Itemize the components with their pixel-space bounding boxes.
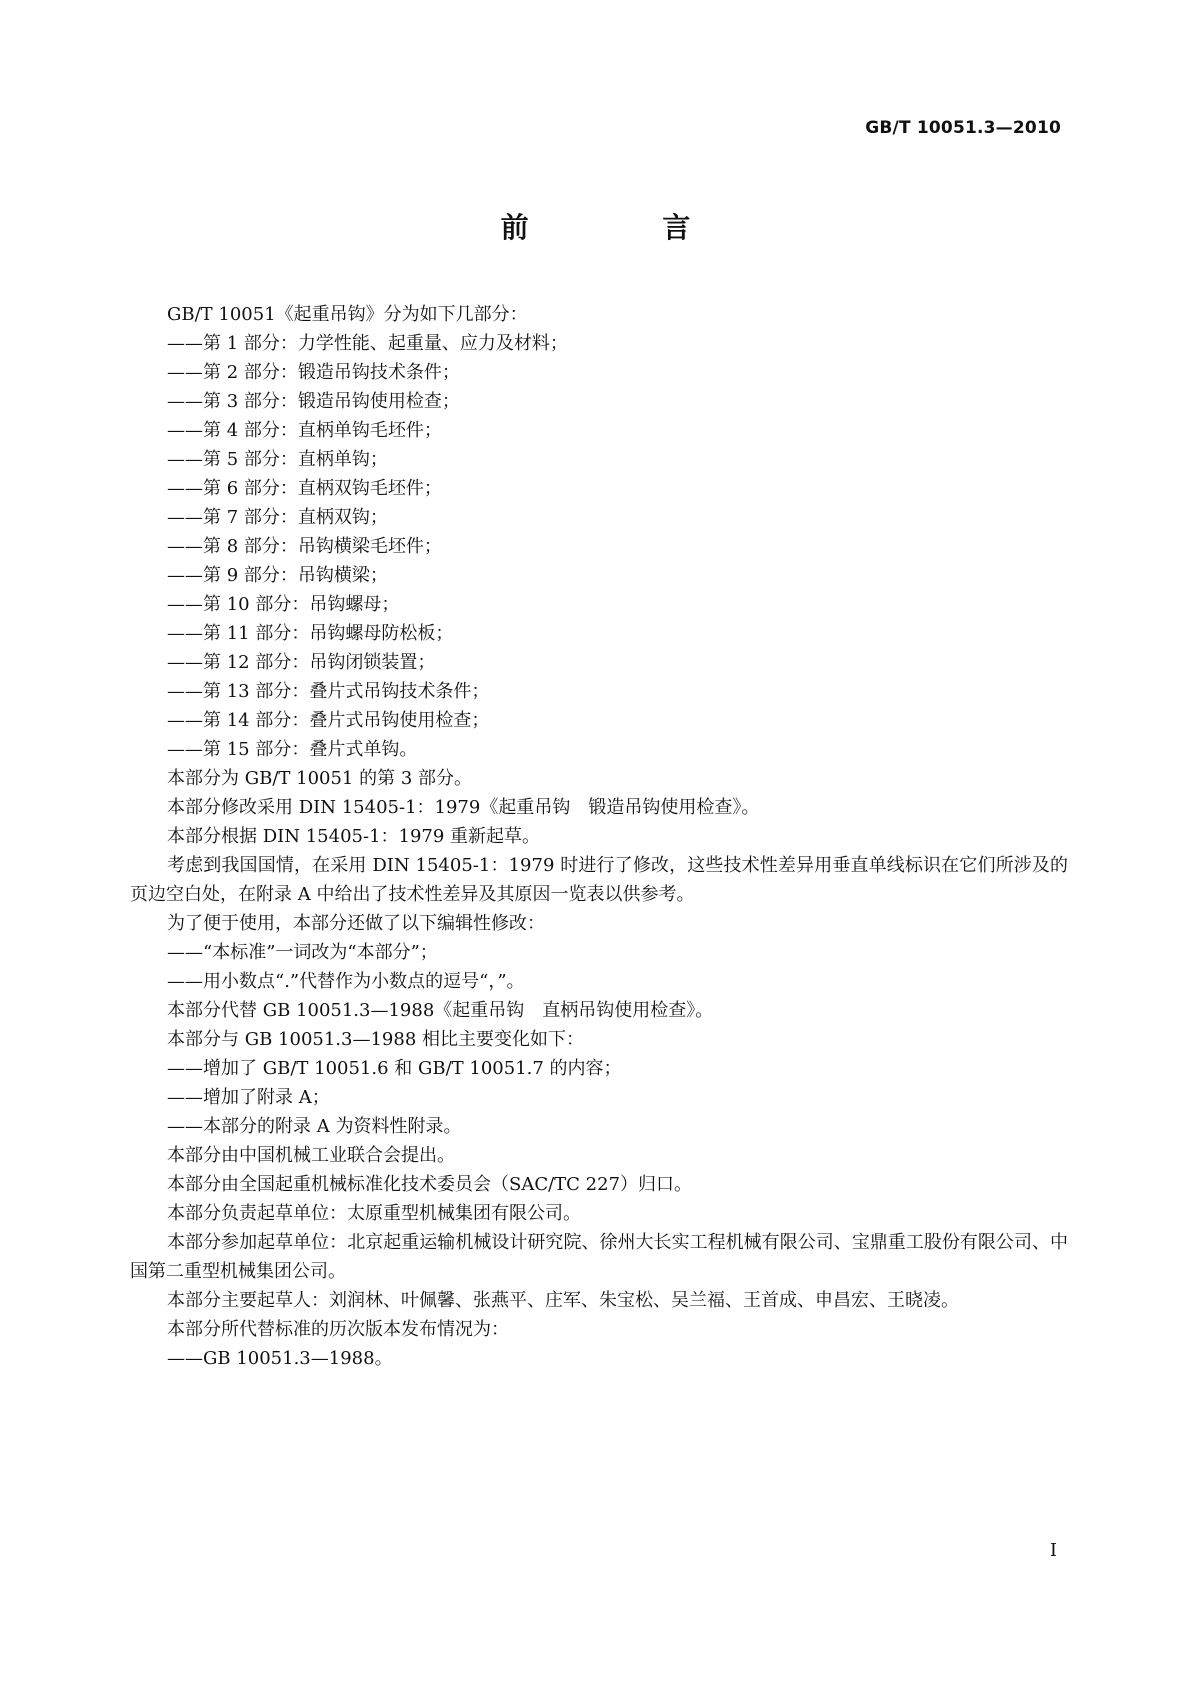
list-item: ——GB 10051.3—1988。 [167, 1348, 393, 1369]
paragraph: 本部分为 GB/T 10051 的第 3 部分。 [167, 768, 472, 789]
paragraph: 本部分所代替标准的历次版本发布情况为： [167, 1319, 509, 1340]
page-title: 前 言 [500, 211, 753, 244]
standard-code: GB/T 10051.3—2010 [865, 118, 1061, 138]
list-item: ——第 14 部分：叠片式吊钩使用检查； [167, 710, 490, 731]
paragraph: 本部分参加起草单位：北京起重运输机械设计研究院、徐州大长实工程机械有限公司、宝鼎重工股份有限公司、中国第二重型机械集团公司。 [130, 1232, 1068, 1282]
list-item: ——第 10 部分：吊钩螺母； [167, 594, 400, 615]
paragraph: 本部分与 GB 10051.3—1988 相比主要变化如下： [167, 1029, 585, 1050]
paragraph: 为了便于使用，本部分还做了以下编辑性修改： [167, 913, 545, 934]
paragraph: 本部分负责起草单位：太原重型机械集团有限公司。 [167, 1203, 581, 1224]
paragraph: GB/T 10051《起重吊钩》分为如下几部分： [167, 304, 528, 325]
list-item: ——第 13 部分：叠片式吊钩技术条件； [167, 681, 490, 702]
paragraph: 本部分主要起草人：刘润林、叶佩馨、张燕平、庄军、朱宝松、吴兰福、王首成、申昌宏、王晓凌。 [167, 1290, 959, 1311]
list-item: ——第 8 部分：吊钩横梁毛坯件； [167, 536, 442, 557]
list-item: ——第 4 部分：直柄单钩毛坯件； [167, 420, 442, 441]
paragraph: 本部分代替 GB 10051.3—1988《起重吊钩 直柄吊钩使用检查》。 [167, 1000, 714, 1021]
list-item: ——用小数点“.”代替作为小数点的逗号“，”。 [167, 971, 525, 992]
paragraph: 考虑到我国国情，在采用 DIN 15405-1：1979 时进行了修改，这些技术性差异用垂直单线标识在它们所涉及的页边空白处，在附录 A 中给出了技术性差异及其原因一览表以供参考。 [130, 855, 1068, 905]
list-item: ——第 12 部分：吊钩闭锁装置； [167, 652, 436, 673]
list-item: ——第 15 部分：叠片式单钩。 [167, 739, 418, 760]
list-item: ——第 9 部分：吊钩横梁； [167, 565, 388, 586]
list-item: ——第 7 部分：直柄双钩； [167, 507, 388, 528]
paragraph: 本部分由中国机械工业联合会提出。 [167, 1145, 455, 1166]
foreword-body [130, 300, 1068, 1373]
list-item: ——第 3 部分：锻造吊钩使用检查； [167, 391, 460, 412]
list-item: ——增加了 GB/T 10051.6 和 GB/T 10051.7 的内容； [167, 1058, 622, 1079]
list-item: ——第 2 部分：锻造吊钩技术条件； [167, 362, 460, 383]
list-item: ——第 11 部分：吊钩螺母防松板； [167, 623, 454, 644]
list-item: ——本部分的附录 A 为资料性附录。 [167, 1116, 462, 1137]
list-item: ——“本标准”一词改为“本部分”； [167, 942, 438, 963]
list-item: ——第 1 部分：力学性能、起重量、应力及材料； [167, 333, 568, 354]
paragraph: 本部分由全国起重机械标准化技术委员会（SAC/TC 227）归口。 [167, 1174, 693, 1195]
list-item: ——第 6 部分：直柄双钩毛坯件； [167, 478, 442, 499]
page-number: I [1049, 1540, 1057, 1561]
paragraph: 本部分根据 DIN 15405-1：1979 重新起草。 [167, 826, 541, 847]
paragraph: 本部分修改采用 DIN 15405-1：1979《起重吊钩 锻造吊钩使用检查》。 [167, 797, 760, 818]
list-item: ——增加了附录 A； [167, 1087, 330, 1108]
list-item: ——第 5 部分：直柄单钩； [167, 449, 388, 470]
